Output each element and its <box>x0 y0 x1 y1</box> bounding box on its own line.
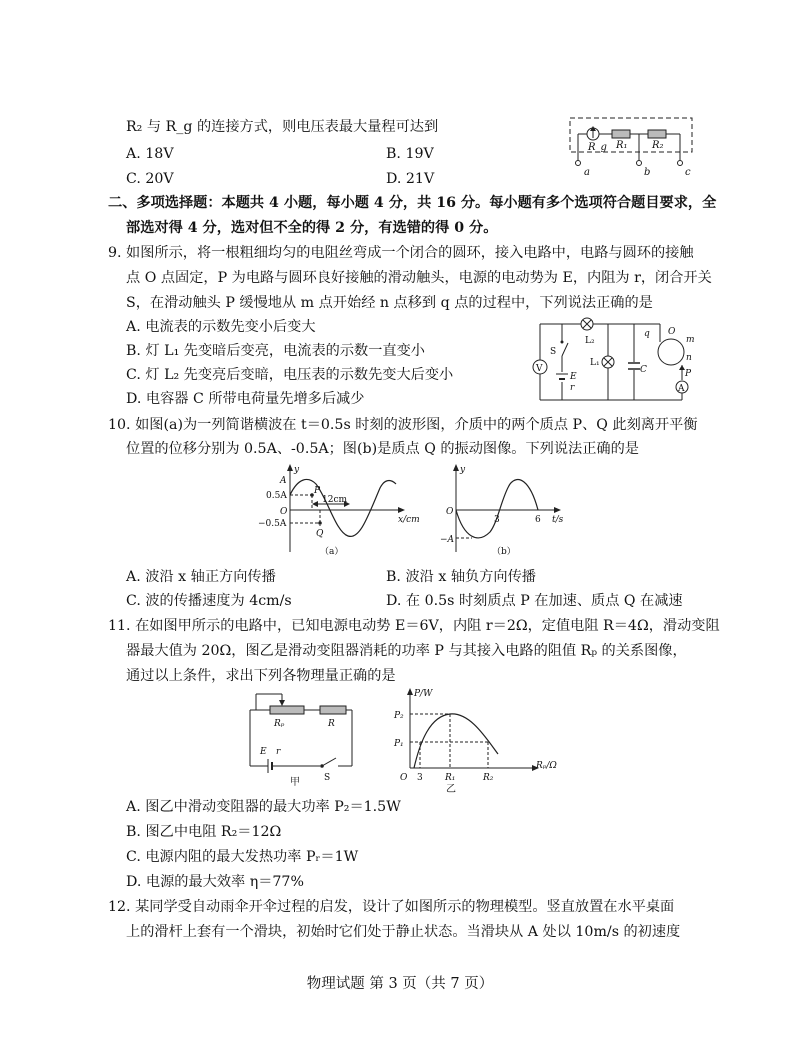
q12-stem-line2: 上的滑杆上套有一个滑块，初始时它们处于静止状态。当滑块从 A 处以 10m/s 的初速度 <box>126 924 681 940</box>
q10b-x-axis: t/s <box>552 515 564 525</box>
q9-label-l1: L₁ <box>590 358 600 368</box>
q10b-y-axis: y <box>460 465 466 475</box>
q10b-tick-3: 3 <box>494 515 500 525</box>
q11-circuit-jia <box>240 688 380 788</box>
q9-option-a: A. 电流表的示数先变小后变大 <box>126 319 316 335</box>
q9-label-e: E <box>570 372 577 382</box>
q11-graph-tick-o: O <box>400 773 408 783</box>
q9-label-p: P <box>685 369 692 379</box>
q11-graph-x-axis: Rₚ/Ω <box>536 761 557 771</box>
q11-stem-line2: 器最大值为 20Ω，图乙是滑动变阻器消耗的功率 P 与其接入电路的阻值 Rₚ 的关系图像， <box>126 643 687 659</box>
q8-option-a: A. 18V <box>126 146 174 162</box>
q11-option-d: D. 电源的最大效率 η＝77% <box>126 874 304 890</box>
q11-label-s: S <box>324 773 331 783</box>
q10-graph-a <box>250 462 430 562</box>
q9-label-l2: L₂ <box>585 336 595 346</box>
q11-graph-caption: 乙 <box>446 784 456 795</box>
q11-label-r: R <box>328 719 335 729</box>
q9-stem-line3: S，在滑动触头 P 缓慢地从 m 点开始经 n 点移到 q 点的过程中，下列说法正确的是 <box>126 295 653 311</box>
q10a-point-q: Q <box>316 529 324 539</box>
q10-option-a: A. 波沿 x 轴正方向传播 <box>126 569 276 585</box>
q8-label-b: b <box>644 167 651 178</box>
q9-label-a: A <box>678 384 685 394</box>
q10-stem-line1: 10. 如图(a)为一列简谐横波在 t＝0.5s 时刻的波形图，介质中的两个质点 P、Q 此刻离开平衡 <box>108 417 698 433</box>
q11-graph-tick-p2: P₂ <box>394 711 404 721</box>
q9-option-d: D. 电容器 C 所带电荷量先增多后减少 <box>126 391 365 407</box>
q11-graph-yi <box>390 686 570 794</box>
q8-circuit-figure <box>566 114 696 180</box>
q9-stem-line2: 点 O 点固定，P 为电路与圆环良好接触的滑动触头，电源的电动势为 E，内阻为 r，闭合开关 <box>126 270 712 286</box>
q10a-caption: （a） <box>320 547 344 557</box>
q11-graph-y-axis: P/W <box>414 689 433 699</box>
q10-stem-line2: 位置的位移分别为 0.5A、-0.5A；图(b)是质点 Q 的振动图像。下列说法正确的是 <box>126 441 639 457</box>
q8-stem-tail: R₂ 与 R_g 的连接方式，则电压表最大量程可达到 <box>126 119 439 135</box>
q10a-tick-o: O <box>280 507 288 517</box>
q10a-distance: 12cm <box>322 495 348 505</box>
q11-graph-tick-3: 3 <box>417 773 423 783</box>
q10b-tick-o: O <box>446 507 454 517</box>
q11-graph-tick-r2: R₂ <box>483 773 494 783</box>
q10a-point-p: P <box>314 486 321 496</box>
q10b-tick-6: 6 <box>535 515 541 525</box>
q10-option-d: D. 在 0.5s 时刻质点 P 在加速、质点 Q 在减速 <box>386 593 683 609</box>
q9-label-s: S <box>550 347 557 357</box>
q10b-caption: （b） <box>492 547 516 557</box>
q10-option-b: B. 波沿 x 轴负方向传播 <box>386 569 536 585</box>
q8-option-c: C. 20V <box>126 171 174 187</box>
section2-heading-line2: 部选对得 4 分，选对但不全的得 2 分，有选错的得 0 分。 <box>126 220 498 236</box>
q9-option-b: B. 灯 L₁ 先变暗后变亮，电流表的示数一直变小 <box>126 343 425 359</box>
q10a-tick-half: 0.5A <box>266 491 287 501</box>
q11-stem-line1: 11. 在如图甲所示的电路中，已知电源电动势 E＝6V，内阻 r＝2Ω，定值电阻 R＝4Ω，滑动变阻 <box>108 618 720 634</box>
q11-label-r-internal: r <box>276 747 281 757</box>
q9-label-r: r <box>570 383 575 393</box>
q11-circuit-caption: 甲 <box>290 777 300 788</box>
section2-heading-line1: 二、多项选择题：本题共 4 小题，每小题 4 分，共 16 分。每小题有多个选项符合题目要求，全 <box>108 195 717 211</box>
q10-graph-b <box>440 462 570 562</box>
q10a-tick-a: A <box>280 476 287 486</box>
q10-option-c: C. 波的传播速度为 4cm/s <box>126 593 292 609</box>
q9-label-o: O <box>668 327 676 337</box>
q9-label-m: m <box>686 335 695 345</box>
q11-option-a: A. 图乙中滑动变阻器的最大功率 P₂＝1.5W <box>126 799 401 815</box>
page-footer: 物理试题 第 3 页（共 7 页） <box>306 976 494 992</box>
q9-circuit-figure <box>530 312 700 410</box>
q9-label-v: V <box>536 364 543 374</box>
q12-stem-line1: 12. 某同学受自动雨伞开伞过程的启发，设计了如图所示的物理模型。竖直放置在水平桌面 <box>108 899 675 915</box>
q11-stem-line3: 通过以上条件，求出下列各物理量正确的是 <box>126 668 396 684</box>
q9-label-c: C <box>640 365 647 375</box>
q11-graph-tick-r1: R₁ <box>445 773 456 783</box>
q11-option-b: B. 图乙中电阻 R₂＝12Ω <box>126 824 282 840</box>
q11-option-c: C. 电源内阻的最大发热功率 Pᵣ＝1W <box>126 849 359 865</box>
q11-label-e: E <box>260 747 267 757</box>
q10b-tick-neg-a: −A <box>440 535 455 545</box>
q9-stem-line1: 9. 如图所示，将一根粗细均匀的电阻丝弯成一个闭合的圆环，接入电路中，电路与圆环的接触 <box>108 245 694 261</box>
q10a-x-axis: x/cm <box>398 515 420 525</box>
q11-label-rp: Rₚ <box>274 719 285 729</box>
q8-label-c: c <box>685 167 691 178</box>
q10a-y-axis: y <box>294 465 300 475</box>
q9-label-n: n <box>686 353 692 363</box>
q9-option-c: C. 灯 L₂ 先变亮后变暗，电压表的示数先变大后变小 <box>126 367 454 383</box>
q8-label-rg: R_g <box>588 142 607 153</box>
q8-label-a: a <box>584 167 590 178</box>
q10a-tick-neg-half: −0.5A <box>258 519 287 529</box>
q11-graph-tick-p1: P₁ <box>394 739 404 749</box>
q8-option-b: B. 19V <box>386 146 434 162</box>
q8-label-r2: R₂ <box>652 140 664 151</box>
q8-option-d: D. 21V <box>386 171 435 187</box>
q8-label-r1: R₁ <box>616 140 628 151</box>
q9-label-q: q <box>644 329 650 339</box>
